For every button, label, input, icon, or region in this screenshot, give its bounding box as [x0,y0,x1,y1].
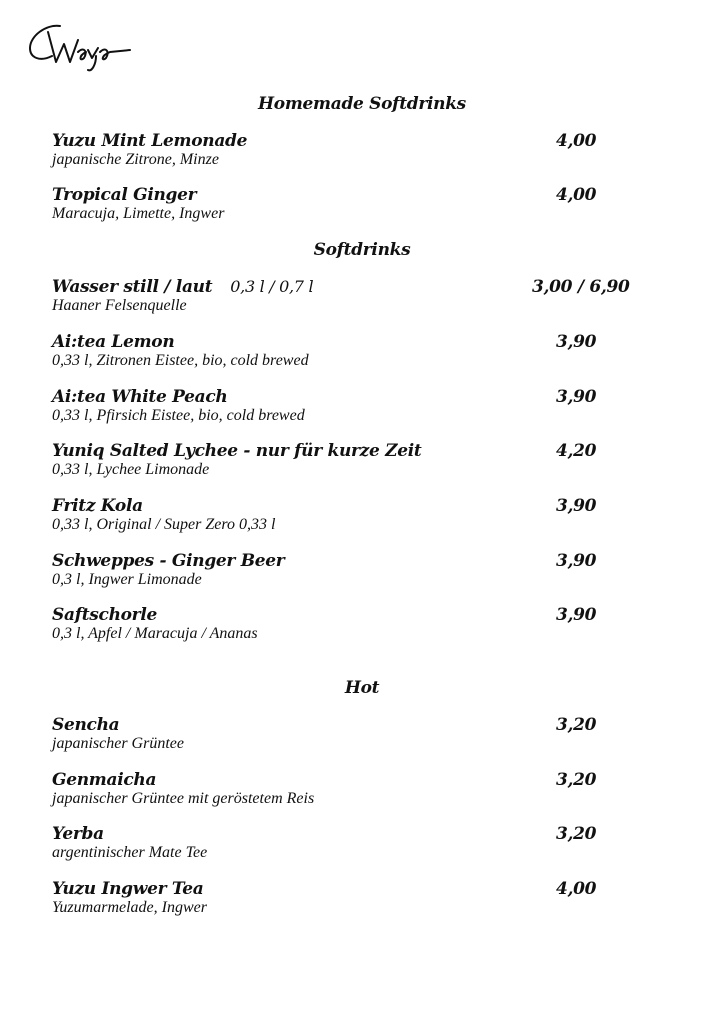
item-price: 3,90 [556,387,597,407]
item-price: 3,90 [556,605,597,625]
menu-item-aitea-white-peach [52,387,652,425]
item-name: Yuniq Salted Lychee - nur für kurze Zeit [52,441,422,461]
item-price: 3,90 [556,551,597,571]
item-description: 0,33 l, Original / Super Zero 0,33 l [52,516,276,533]
item-description: japanischer Grüntee [52,735,184,752]
item-description: Maracuja, Limette, Ingwer [52,205,225,222]
item-description: 0,33 l, Pfirsich Eistee, bio, cold brewed [52,407,305,424]
item-description: 0,3 l, Apfel / Maracuja / Ananas [52,625,258,642]
section-title-hot: Hot [344,678,380,698]
item-price: 3,90 [556,496,597,516]
item-name: Yuzu Ingwer Tea [52,879,204,899]
item-price: 4,00 [556,131,597,151]
item-description: argentinischer Mate Tee [52,844,208,861]
waya-logo [26,18,136,78]
item-description: Haaner Felsenquelle [52,297,187,314]
item-name: Fritz Kola [52,496,143,516]
menu-item-wasser [52,277,652,315]
item-name: Tropical Ginger [52,185,197,205]
item-description: 0,33 l, Lychee Limonade [52,461,210,478]
item-name: Yerba [52,824,104,844]
item-price: 4,20 [556,441,597,461]
waya-signature-icon [26,18,136,78]
item-description: japanischer Grüntee mit geröstetem Reis [52,790,315,807]
menu-item-sencha [52,715,652,753]
menu-item-aitea-lemon [52,332,652,370]
item-name: Genmaicha [52,770,157,790]
item-name: Saftschorle [52,605,158,625]
item-name: Sencha [52,715,120,735]
menu-item-yuzu-mint-lemonade [52,131,652,169]
item-description: 0,3 l, Ingwer Limonade [52,571,202,588]
item-name: Ai:tea Lemon [52,332,175,352]
item-name: Ai:tea White Peach [52,387,228,407]
item-name: Wasser still / laut [52,277,213,297]
item-price: 3,20 [556,824,597,844]
item-description: japanische Zitrone, Minze [52,151,219,168]
item-price: 4,00 [556,879,597,899]
item-price: 3,20 [556,770,597,790]
menu-item-schweppes-ginger-beer [52,551,652,589]
section-title-homemade: Homemade Softdrinks [258,94,466,114]
item-description: 0,33 l, Zitronen Eistee, bio, cold brewed [52,352,309,369]
item-size: 0,3 l / 0,7 l [230,277,314,296]
menu-item-yuniq-salted-lychee [52,441,652,479]
item-name: Schweppes - Ginger Beer [52,551,285,571]
menu-item-fritz-kola [52,496,652,534]
menu-item-tropical-ginger [52,185,652,223]
item-price: 4,00 [556,185,597,205]
item-price: 3,90 [556,332,597,352]
item-name: Yuzu Mint Lemonade [52,131,248,151]
item-price: 3,00 / 6,90 [532,277,630,297]
menu-item-saftschorle [52,605,652,643]
menu-item-genmaicha [52,770,652,808]
item-price: 3,20 [556,715,597,735]
menu-item-yerba [52,824,652,862]
section-title-softdrinks: Softdrinks [313,240,411,260]
item-description: Yuzumarmelade, Ingwer [52,899,207,916]
menu-item-yuzu-ingwer-tea [52,879,652,917]
